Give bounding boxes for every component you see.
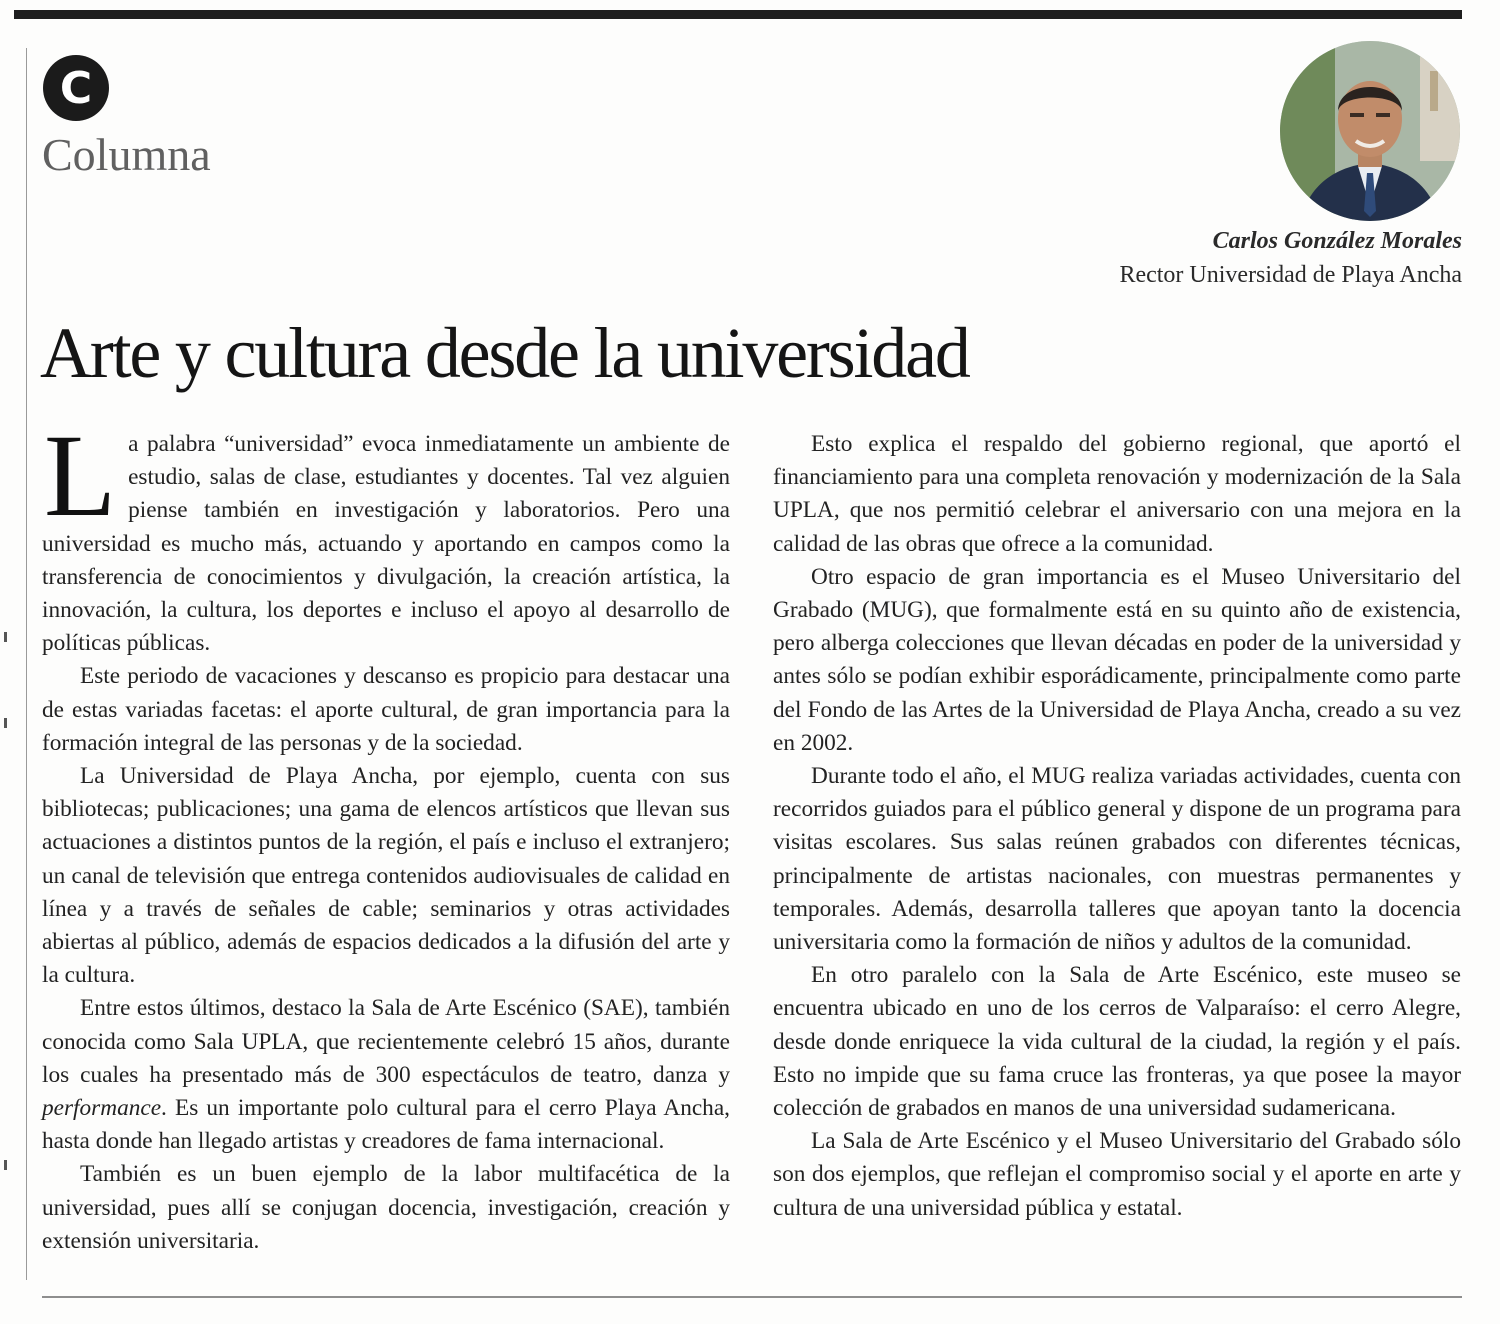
paragraph: También es un buen ejemplo de la labor multifacética de la universidad, pues allí se conjugan docencia, investigación, creación y extensión universitaria. xyxy=(42,1161,730,1254)
paragraph-text: Entre estos últimos, destaco la Sala de Arte Escénico (SAE), también conocida como Sala UPLA, que recientemente celebró 15 años, durante los cuales ha presentado más de 300 espectáculos de teatro, danza y xyxy=(42,995,730,1088)
bottom-rule xyxy=(42,1296,1462,1298)
paragraph xyxy=(42,992,730,1158)
section-label: Columna xyxy=(42,129,211,180)
paragraph-text: a palabra “universidad” evoca inmediatamente un ambiente de estudio, salas de clase, estudiantes y docentes. Tal vez alguien piense también en investigación y laboratorios. Pero una universidad es mucho más, actuando y aportando en campos como la transferencia de conocimientos y divulgación, la creación artística, la innovación, la cultura, los deportes e incluso el apoyo al desarrollo de políticas públicas. xyxy=(42,431,730,657)
paragraph: Otro espacio de gran importancia es el Museo Universitario del Grabado (MUG), que formalmente está en su quinto año de existencia, pero alberga colecciones que llevan décadas en poder de la universidad y antes sólo se podían exhibir esporádicamente, principalmente como parte del Fondo de las Artes de la Universidad de Playa Ancha, creado a su vez en 2002. xyxy=(773,563,1461,756)
paragraph: La Universidad de Playa Ancha, por ejemplo, cuenta con sus bibliotecas; publicaciones; una gama de elencos artísticos que llevan sus actuaciones a distintos puntos de la región, el país e incluso el extranjero; un canal de televisión que entrega contenidos audiovisuales de calidad en línea y a través de señales de cable; seminarios y otras actividades abiertas al público, además de espacios dedicados a la difusión del arte y la cultura. xyxy=(42,763,730,989)
paragraph xyxy=(42,410,730,660)
paragraph: Durante todo el año, el MUG realiza variadas actividades, cuenta con recorridos guiados para el público general y dispone de un programa para visitas escolares. Sus salas reúnen grabados con diferentes técnicas, principalmente de artistas nacionales, con muestras permanentes y temporales. Además, desarrolla talleres que apoyan tanto la docencia universitaria como la formación de niños y adultos de la comunidad. xyxy=(773,763,1461,956)
paragraph-text: . Es un importante polo cultural para el cerro Playa Ancha, hasta donde han llegado artistas y creadores de fama internacional. xyxy=(42,1095,730,1155)
margin-mark xyxy=(4,718,7,728)
emphasis: performance xyxy=(42,1095,162,1122)
article-column-left xyxy=(42,410,730,1258)
top-rule xyxy=(14,10,1462,19)
article-column-right xyxy=(773,428,1461,1225)
author-name: Carlos González Morales xyxy=(1212,228,1462,254)
author-portrait xyxy=(1280,41,1460,221)
left-margin-rule xyxy=(26,48,27,1280)
paragraph: Esto explica el respaldo del gobierno regional, que aportó el financiamiento para una completa renovación y modernización de la Sala UPLA, que nos permitió celebrar el aniversario con una mejora en la calidad de las obras que ofrece a la comunidad. xyxy=(773,431,1461,557)
margin-mark xyxy=(4,632,7,642)
author-role: Rector Universidad de Playa Ancha xyxy=(1119,262,1462,288)
section-badge: C xyxy=(43,55,109,121)
margin-mark xyxy=(4,1160,7,1170)
drop-cap: L xyxy=(44,410,117,541)
paragraph: En otro paralelo con la Sala de Arte Escénico, este museo se encuentra ubicado en uno de los cerros de Valparaíso: el cerro Alegre, desde donde enriquece la vida cultural de la ciudad, la región y el país. Esto no impide que su fama cruce las fronteras, ya que posee la mayor colección de grabados en manos de una universidad sudamericana. xyxy=(773,962,1461,1122)
headline: Arte y cultura desde la universidad xyxy=(40,313,969,393)
paragraph: La Sala de Arte Escénico y el Museo Universitario del Grabado sólo son dos ejemplos, que reflejan el compromiso social y el aporte en arte y cultura de una universidad pública y estatal. xyxy=(773,1128,1461,1221)
author-photo xyxy=(1280,41,1460,221)
paragraph: Este periodo de vacaciones y descanso es propicio para destacar una de estas variadas facetas: el aporte cultural, de gran importancia para la formación integral de las personas y de la sociedad. xyxy=(42,663,730,756)
